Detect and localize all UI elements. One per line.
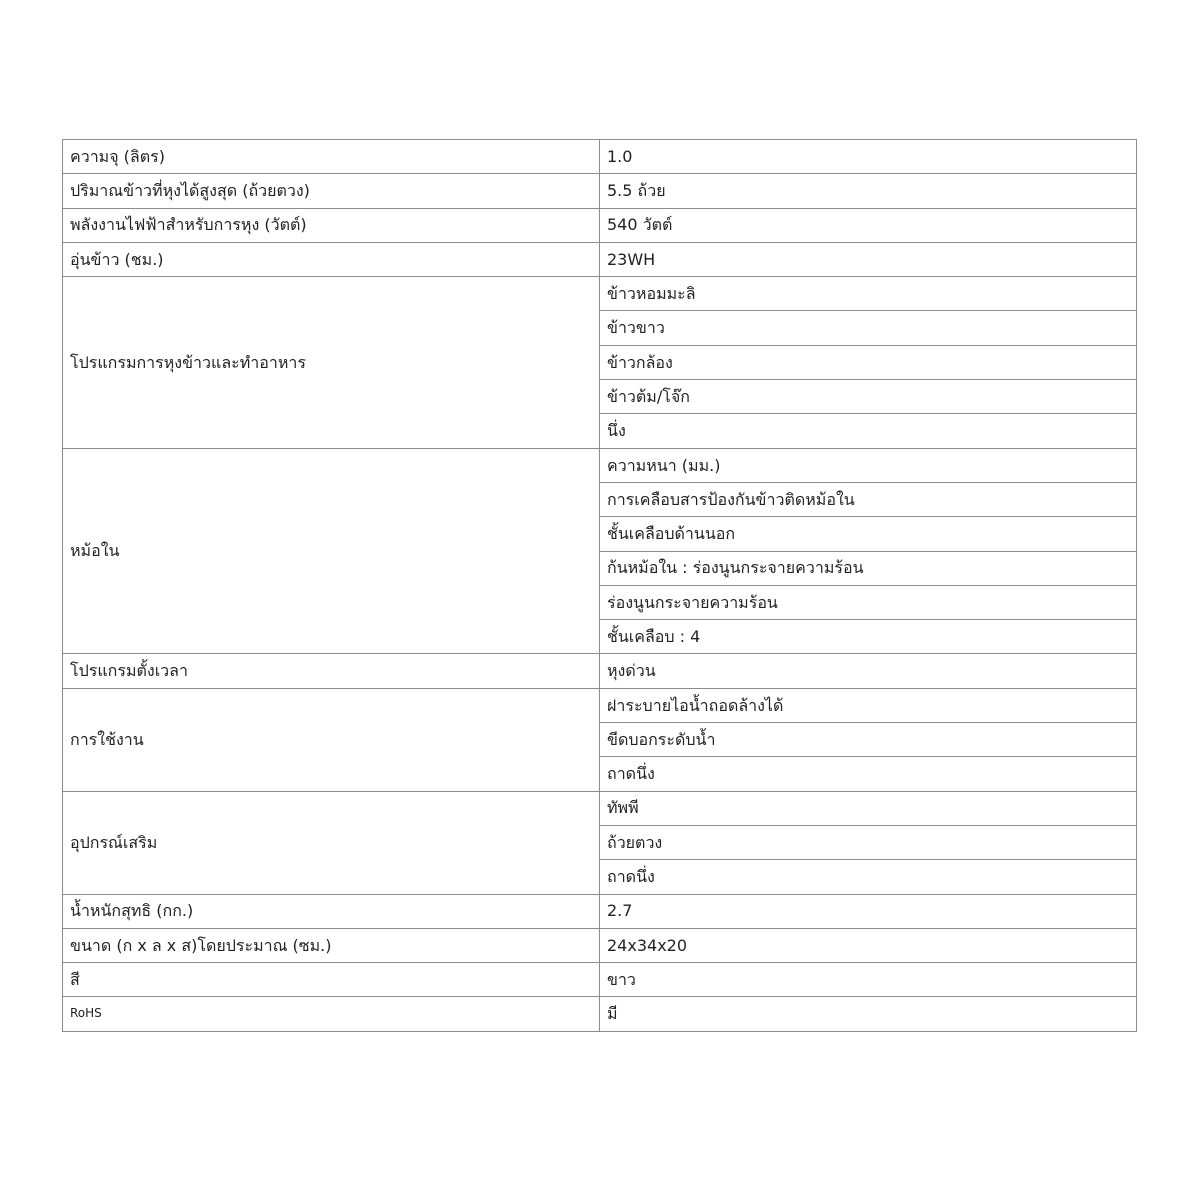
spec-value: มี <box>600 997 1137 1031</box>
table-row <box>63 448 1137 482</box>
table-row <box>63 277 1137 311</box>
spec-value: ข้าวขาว <box>600 311 1137 345</box>
spec-label: พลังงานไฟฟ้าสำหรับการหุง (วัตต์) <box>63 208 600 242</box>
spec-value: 5.5 ถ้วย <box>600 174 1137 208</box>
spec-value: ชั้นเคลือบ : 4 <box>600 620 1137 654</box>
table-row <box>63 688 1137 722</box>
spec-table-body <box>63 140 1137 1032</box>
spec-label: อุ่นข้าว (ชม.) <box>63 242 600 276</box>
spec-label: โปรแกรมการหุงข้าวและทำอาหาร <box>63 277 600 448</box>
spec-label: ขนาด (ก x ล x ส)โดยประมาณ (ซม.) <box>63 928 600 962</box>
table-row <box>63 654 1137 688</box>
spec-value: ข้าวหอมมะลิ <box>600 277 1137 311</box>
table-row <box>63 242 1137 276</box>
spec-value: ฝาระบายไอน้ำถอดล้างได้ <box>600 688 1137 722</box>
spec-value: 540 วัตต์ <box>600 208 1137 242</box>
spec-label: หม้อใน <box>63 448 600 654</box>
spec-value: ก้นหม้อใน : ร่องนูนกระจายความร้อน <box>600 551 1137 585</box>
spec-value: ถาดนึ่ง <box>600 757 1137 791</box>
spec-value: นึ่ง <box>600 414 1137 448</box>
table-row <box>63 928 1137 962</box>
spec-label: การใช้งาน <box>63 688 600 791</box>
table-row <box>63 894 1137 928</box>
spec-table <box>62 139 1137 1032</box>
spec-value: ขาว <box>600 963 1137 997</box>
spec-value: 23WH <box>600 242 1137 276</box>
spec-value: 2.7 <box>600 894 1137 928</box>
spec-value: หุงด่วน <box>600 654 1137 688</box>
spec-value: ทัพพี <box>600 791 1137 825</box>
table-row <box>63 174 1137 208</box>
spec-value: ข้าวกล้อง <box>600 345 1137 379</box>
table-row <box>63 140 1137 174</box>
spec-value: 1.0 <box>600 140 1137 174</box>
spec-value: ขีดบอกระดับน้ำ <box>600 723 1137 757</box>
spec-value: ถ้วยตวง <box>600 825 1137 859</box>
spec-value: 24x34x20 <box>600 928 1137 962</box>
spec-value: ข้าวต้ม/โจ๊ก <box>600 380 1137 414</box>
spec-label: อุปกรณ์เสริม <box>63 791 600 894</box>
spec-value: ชั้นเคลือบด้านนอก <box>600 517 1137 551</box>
spec-value: ร่องนูนกระจายความร้อน <box>600 585 1137 619</box>
spec-value: ความหนา (มม.) <box>600 448 1137 482</box>
table-row <box>63 208 1137 242</box>
table-row <box>63 791 1137 825</box>
spec-label: ปริมาณข้าวที่หุงได้สูงสุด (ถ้วยตวง) <box>63 174 600 208</box>
spec-label: สี <box>63 963 600 997</box>
spec-label: RoHS <box>63 997 600 1031</box>
spec-label: โปรแกรมตั้งเวลา <box>63 654 600 688</box>
spec-label: ความจุ (ลิตร) <box>63 140 600 174</box>
spec-value: ถาดนึ่ง <box>600 860 1137 894</box>
spec-label: น้ำหนักสุทธิ (กก.) <box>63 894 600 928</box>
table-row <box>63 997 1137 1031</box>
table-row <box>63 963 1137 997</box>
spec-value: การเคลือบสารป้องกันข้าวติดหม้อใน <box>600 482 1137 516</box>
